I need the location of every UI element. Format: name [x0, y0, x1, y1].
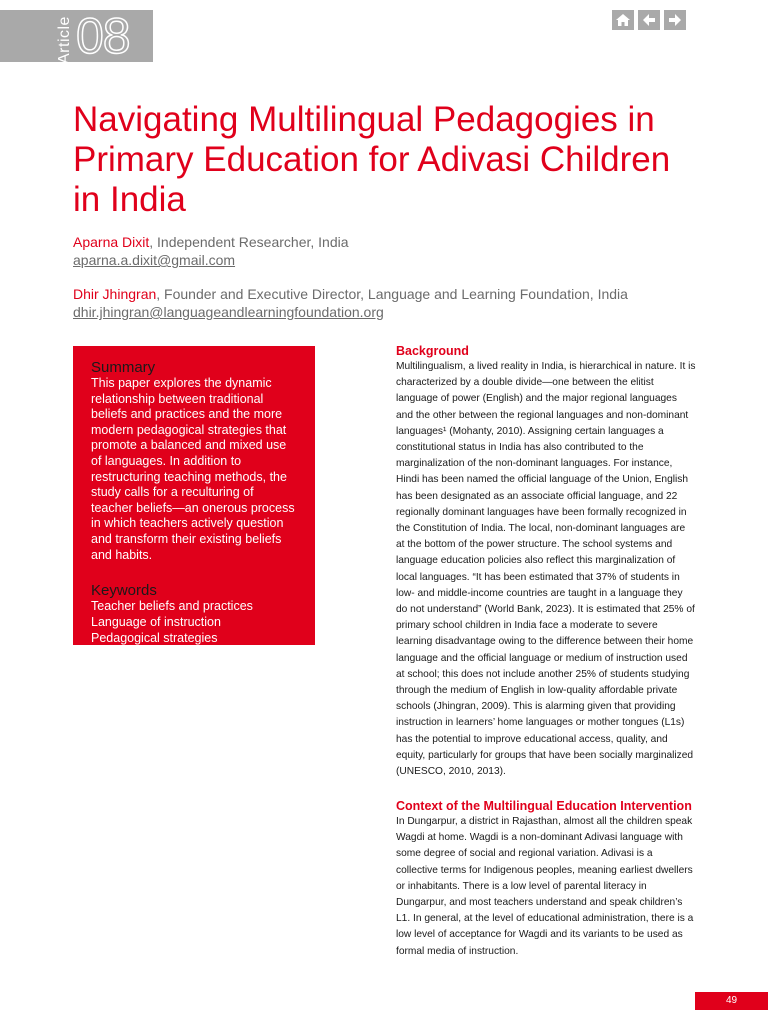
keyword-item: Pedagogical strategies	[91, 630, 218, 645]
summary-box	[73, 346, 315, 661]
article-number: 08	[76, 8, 130, 64]
author-affiliation: , Founder and Executive Director, Language and Learning Foundation, India	[156, 286, 628, 302]
arrow-right-icon	[669, 14, 681, 26]
background-section	[396, 343, 696, 780]
background-text: Multilingualism, a lived reality in India, is hierarchical in nature. It is characterized by a double divide—one between the elitist language of power (English) and the major regional languages and the other between the regional languages and non-dominant languages¹ (Mohanty, 2010). Assigning certain languages a constitutional status in India has also contributed to the marginalization of the non-dominant languages. For instance, Hindi has been named the official language of the Union, English has been designated as an associate official language, and 22 regionally dominant languages have been formally recognized in the Constitution of India. The local, non-dominant languages are at the bottom of the power structure. The school systems and language education policies also reflect this marginalization of local languages. “It has been estimated that 37% of students in low- and middle-income countries are taught in a language they do not understand” (World Bank, 2023). It is estimated that 25% of primary school children in India face a moderate to severe learning disadvantage owing to the difference between their home language and the official language or medium of instruction used at school; this does not include another 25% of students studying through the medium of English in low-quality affordable private schools (Jhingran, 2009). This is alarming given that providing instruction in learners’ home languages or mother tongues (L1s) has the potential to improve educational access, quality, and equity, particularly for groups that have been socially marginalized (UNESCO, 2010, 2013).	[396, 361, 696, 778]
context-heading: Context of the Multilingual Education Intervention	[396, 799, 692, 813]
author-email-link[interactable]: aparna.a.dixit@gmail.com	[73, 252, 236, 268]
article-label: Article	[56, 16, 73, 64]
home-button[interactable]	[612, 10, 634, 30]
article-badge	[0, 10, 153, 62]
keywords-heading: Keywords	[91, 582, 157, 600]
author-email-link[interactable]: dhir.jhingran@languageandlearningfoundation.org	[73, 304, 384, 320]
author-name: Dhir Jhingran	[73, 286, 157, 302]
home-icon	[616, 14, 630, 26]
keyword-item: Language of instruction	[91, 614, 221, 629]
keyword-item: Adivasi education	[91, 646, 189, 661]
author-affiliation: , Independent Researcher, India	[149, 234, 349, 250]
author-name: Aparna Dixit	[73, 234, 150, 250]
keywords-list	[91, 599, 297, 662]
context-text: In Dungarpur, a district in Rajasthan, almost all the children speak Wagdi at home. Wagdi is a non-dominant Adivasi language with some degree of social and regional variation. Adivasi is a collective terms for Indigenous peoples, meaning earliest dwellers or inhabitants. There is a low level of parental literacy in Dungarpur, and most teachers understand and speak children’s L1. In general, at the level of educational administration, there is a low level of acceptance for Wagdi and its variants to be used as formal media of instruction.	[396, 816, 694, 957]
previous-page-button[interactable]	[638, 10, 660, 30]
author-block	[73, 233, 349, 269]
summary-heading: Summary	[91, 359, 156, 376]
summary-text: This paper explores the dynamic relationship between traditional beliefs and practices and the more modern pedagogical strategies that promote a balanced and mixed use of languages. In addition to restructuring teaching methods, the study calls for a reculturing of teacher beliefs—an onerous process in which teachers actively question and transform their existing beliefs and habits.	[91, 376, 295, 562]
article-title: Navigating Multilingual Pedagogies in Primary Education for Adivasi Children in India	[73, 100, 671, 219]
context-section	[396, 798, 696, 960]
page-navigation	[612, 10, 686, 30]
keyword-item: Teacher beliefs and practices	[91, 599, 253, 614]
arrow-left-icon	[643, 14, 655, 26]
author-block	[73, 285, 628, 321]
background-heading: Background	[396, 344, 469, 358]
next-page-button[interactable]	[664, 10, 686, 30]
page-number: 49	[695, 992, 768, 1010]
